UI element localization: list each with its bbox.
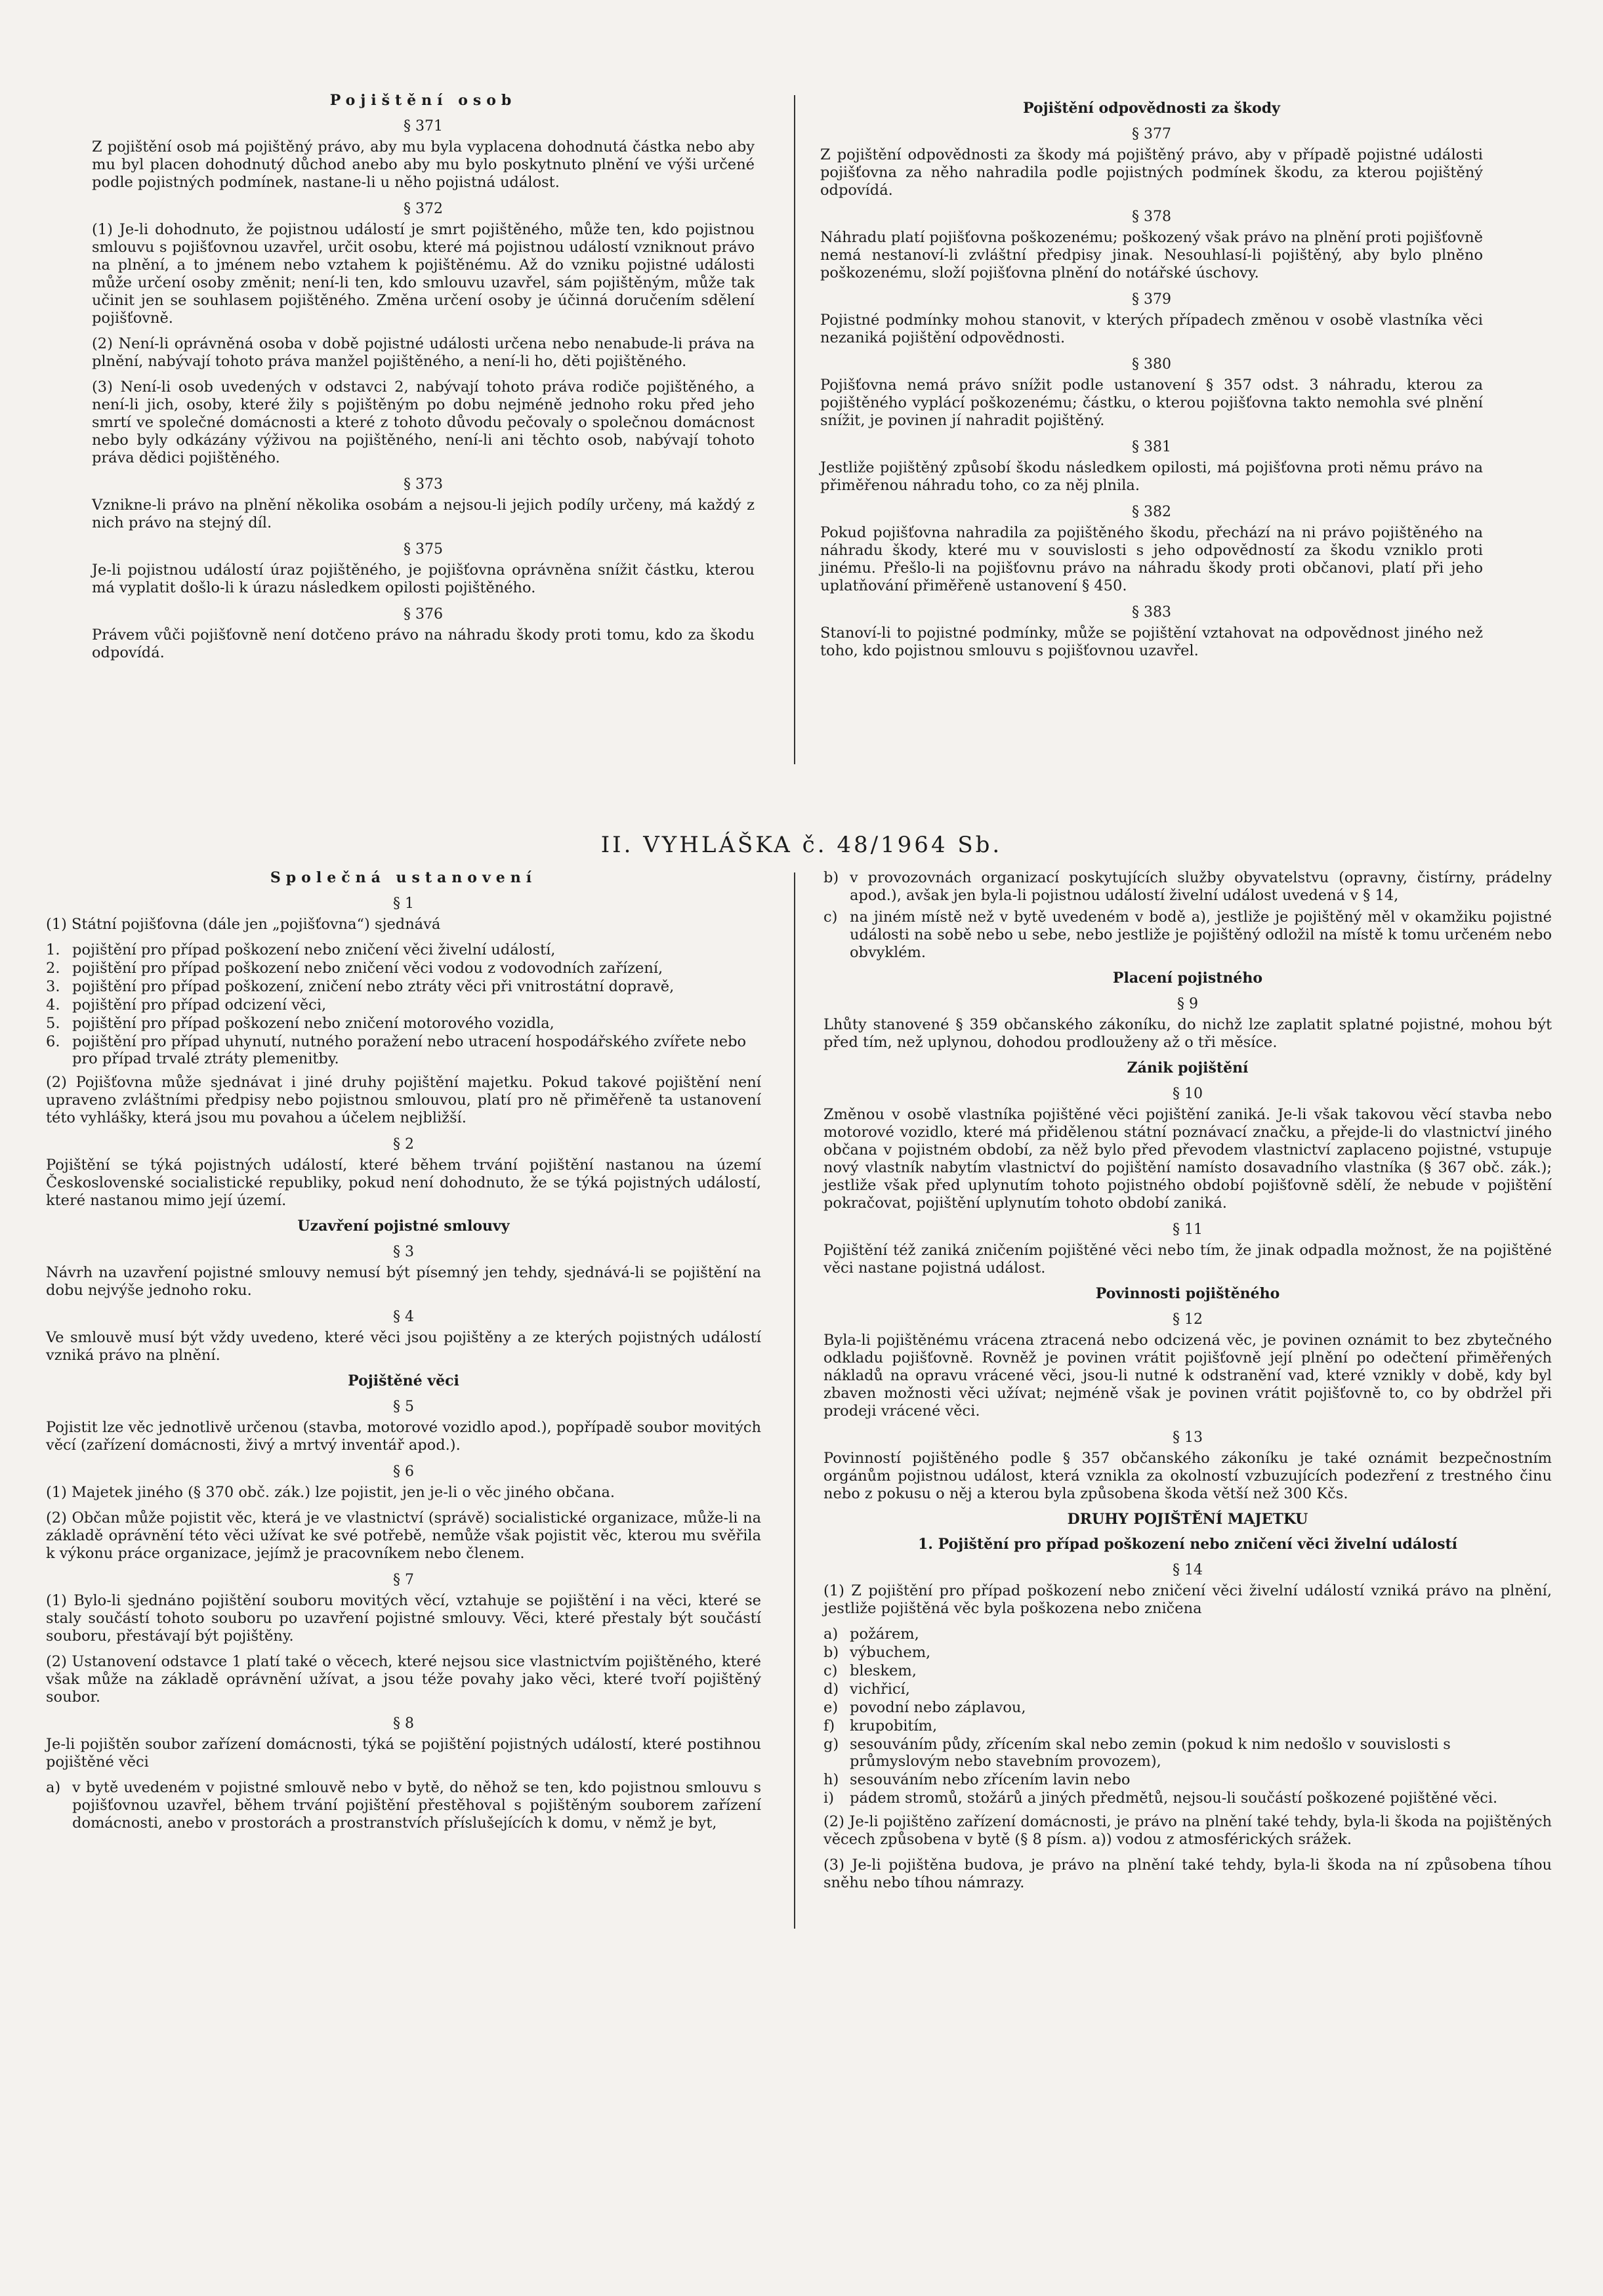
item-letter: c): [823, 909, 838, 926]
paragraph: Z pojištění osob má pojištěný právo, aby mu byla vyplacena dohodnutá částka nebo aby mu byl placen dohodnutý důchod anebo aby mu bylo poskytnuto plnění ve výši určené podle pojistných podmínek, nastane-li u něho pojistná událost.: [92, 138, 755, 191]
item-text: bleskem,: [850, 1662, 917, 1679]
column-divider-bottom: [794, 872, 795, 1929]
heading-common-provisions: Společná ustanovení: [270, 869, 537, 886]
item-number: i): [823, 1790, 834, 1807]
item-number: 3.: [46, 978, 60, 995]
item-text: pojištění pro případ uhynutí, nutného poražení nebo utracení hospodářského zvířete nebo pro případ trvalé ztráty plemenitby.: [72, 1033, 747, 1067]
section-mark: § 10: [1173, 1086, 1203, 1102]
item-number: b): [823, 1644, 839, 1661]
section-mark: § 9: [1177, 996, 1198, 1012]
section-mark: § 376: [404, 606, 443, 623]
section-title: Pojištění osob: [329, 92, 517, 109]
paragraph: (1) Majetek jiného (§ 370 obč. zák.) lze pojistit, jen je-li o věc jiného občana.: [46, 1484, 615, 1501]
paragraph: Pojistné podmínky mohou stanovit, v kterých případech změnou v osobě vlastníka věci nezaniká pojištění odpovědnosti.: [820, 312, 1483, 346]
item-text: povodní nebo záplavou,: [850, 1699, 1026, 1716]
section-person-insurance: [92, 92, 755, 670]
heading-property-insurance-types: DRUHY POJIŠTĚNÍ MAJETKU: [1067, 1511, 1308, 1528]
section-mark: § 3: [393, 1244, 414, 1260]
list-item: [823, 1626, 1552, 1643]
paragraph: Náhradu platí pojišťovna poškozenému; poškozený však právo na plnění proti pojišťovně nemá nestanoví-li zvláštní předpisy jinak. Nesouhlasí-li pojištěný, aby bylo plněno poškozenému, složí pojišťovna plnění do notářské úschovy.: [820, 229, 1483, 281]
section-mark: § 380: [1132, 356, 1171, 373]
section-mark: § 8: [393, 1715, 414, 1732]
list-item: [46, 978, 761, 995]
section-liability-insurance: [820, 92, 1483, 668]
paragraph: Je-li pojištěn soubor zařízení domácnosti, týká se pojištění pojistných událostí, které postihnou pojištěné věci: [46, 1736, 761, 1771]
decree-column-left: [46, 869, 761, 1836]
paragraph: Lhůty stanovené § 359 občanského zákoníku, do nichž lze zaplatit splatné pojistné, mohou být před tím, než uplynou, dohodou prodlouženy až o tři měsíce.: [823, 1016, 1552, 1051]
paragraph: (2) Občan může pojistit věc, která je ve vlastnictví (správě) socialistické organizace, může-li na základě oprávnění této věci užívat ke své potřebě, nemůže však pojistit věc, kterou mu svěřila k výkonu práce organizace, jejímž je pracovníkem nebo členem.: [46, 1509, 761, 1562]
item-text: sesouváním nebo zřícením lavin nebo: [850, 1771, 1131, 1788]
paragraph: Stanoví-li to pojistné podmínky, může se pojištění vztahovat na odpovědnost jiného než toho, kdo pojistnou smlouvu s pojišťovnou uzavřel.: [820, 625, 1483, 659]
section-mark: § 378: [1132, 209, 1171, 225]
item-number: f): [823, 1717, 835, 1734]
section-mark: § 382: [1132, 504, 1171, 520]
paragraph: Povinností pojištěného podle § 357 občanského zákoníku je také oznámit bezpečnostním orgánům pojistnou událost, která vznikla za okolností vzbuzujících podezření z trestného činu nebo z pokusu o něj a kterou byla způsobena škoda větší než 300 Kčs.: [823, 1450, 1552, 1502]
section-mark: § 11: [1173, 1221, 1203, 1238]
paragraph: Návrh na uzavření pojistné smlouvy nemusí být písemný jen tehdy, sjednává-li se pojištění na dobu nejvýše jednoho roku.: [46, 1264, 761, 1299]
item-text: požárem,: [850, 1626, 919, 1643]
list-item: [823, 1681, 1552, 1698]
item-text: pojištění pro případ poškození nebo zničení věci živelní událostí,: [72, 941, 556, 958]
item-text: v provozovnách organizací poskytujících služby obyvatelstvu (opravny, čistírny, prádelny apod.), avšak jen byla-li pojistnou událostí živelní událost uvedená v § 14,: [850, 869, 1552, 904]
item-number: g): [823, 1736, 839, 1753]
paragraph: Pojištění též zaniká zničením pojištěné věci nebo tím, že jinak odpadla možnost, že na pojištěné věci nastane pojistná událost.: [823, 1242, 1552, 1277]
item-number: d): [823, 1681, 839, 1698]
insurance-types-list: [46, 941, 761, 1067]
list-item: [46, 996, 761, 1014]
section-title: Pojištění odpovědnosti za škody: [1023, 100, 1280, 117]
decree-title: II. VYHLÁŠKA č. 48/1964 Sb.: [600, 832, 1003, 858]
section-mark: § 372: [404, 201, 443, 217]
list-item: [46, 1779, 761, 1832]
item-number: c): [823, 1662, 838, 1679]
paragraph: Právem vůči pojišťovně není dotčeno právo na náhradu škody proti tomu, kdo za škodu odpovídá.: [92, 626, 755, 661]
paragraph: Změnou v osobě vlastníka pojištěné věci pojištění zaniká. Je-li však takovou věcí stavba nebo motorové vozidlo, které má přidělenou státní poznávací značku, a přejde-li do vlastnictví jiného občana v pojistném období, za něž bylo před převodem vlastnictví zaplaceno pojistné, vstupuje nový vlastník nabytím vlastnictví do pojištění namísto dosavadního vlastníka (§ 367 obč. zák.); jestliže však před uplynutím tohoto pojistného období pojišťovně sdělí, že nebude v pojištění pokračovat, pojištění uplynutím tohoto období zaniká.: [823, 1106, 1552, 1212]
section-mark: § 4: [393, 1309, 414, 1325]
list-item: [823, 909, 1552, 962]
list-item: [823, 1771, 1552, 1788]
list-item: [823, 1662, 1552, 1679]
paragraph: (1) Státní pojišťovna (dále jen „pojišťovna“) sjednává: [46, 916, 441, 933]
paragraph: Pojištění se týká pojistných událostí, které během trvání pojištění nastanou na území Československé socialistické republiky, pokud není dohodnuto, že se týká pojistných událostí, které nastanou mimo její území.: [46, 1157, 761, 1209]
item-number: 2.: [46, 960, 60, 977]
section-mark: § 12: [1173, 1311, 1203, 1328]
item-text: výbuchem,: [850, 1644, 931, 1661]
paragraph: Pokud pojišťovna nahradila za pojištěného škodu, přechází na ni právo pojištěného na náhradu škody, které mu v souvislosti s jeho odpovědností za škodu vzniklo proti jinému. Přešlo-li na pojišťovnu právo na náhradu škody proti občanovi, platí při jeho uplatňování přiměřeně ustanovení § 450.: [820, 524, 1483, 594]
item-text: pojištění pro případ odcizení věci,: [72, 996, 327, 1014]
paragraph: (2) Není-li oprávněná osoba v době pojistné události určena nebo nenabude-li práva na plnění, nabývají tohoto práva manžel pojištěného, a není-li ho, děti pojištěného.: [92, 335, 755, 370]
list-item: [823, 1736, 1552, 1770]
item-text: krupobitím,: [850, 1717, 938, 1734]
item-text: pojištění pro případ poškození nebo zničení motorového vozidla,: [72, 1015, 554, 1032]
paragraph: Je-li pojistnou událostí úraz pojištěného, je pojišťovna oprávněna snížit částku, kterou má vyplatit došlo-li k úrazu následkem opilosti pojištěného.: [92, 562, 755, 596]
section-mark: § 377: [1132, 126, 1171, 142]
paragraph: (1) Je-li dohodnuto, že pojistnou událostí je smrt pojištěného, může ten, kdo pojistnou smlouvu s pojišťovnou uzavřel, určit osobu, které má pojistnou událostí vzniknout právo na plnění, a to jménem nebo vztahem k pojištěnému. Až do vzniku pojistné události může určení osoby změnit; není-li ten, kdo smlouvu uzavřel, sám pojištěným, může tak učinit jen se souhlasem pojištěného. Změna určení osoby je účinná doručením sdělení pojišťovně.: [92, 221, 755, 327]
item-text: vichřicí,: [850, 1681, 910, 1698]
item-number: 5.: [46, 1015, 60, 1032]
section-mark: § 379: [1132, 291, 1171, 308]
paragraph: (3) Není-li osob uvedených v odstavci 2, nabývají tohoto práva rodiče pojištěného, a není-li jich, osoby, které žily s pojištěným po dobu nejméně jednoho roku před jeho smrtí ve společné domácnosti a které z tohoto důvodu pečovaly o společnou domácnost nebo byly odkázány výživou na pojištěného, není-li ani těchto osob, nabývají tohoto práva dědici pojištěného.: [92, 379, 755, 466]
section-mark: § 383: [1132, 604, 1171, 621]
item-number: 6.: [46, 1033, 60, 1050]
hazard-list: [823, 1626, 1552, 1807]
section-mark: § 5: [393, 1399, 414, 1415]
section-mark: § 6: [393, 1464, 414, 1480]
section-mark: § 1: [393, 895, 414, 912]
item-number: 4.: [46, 996, 60, 1014]
paragraph: (1) Z pojištění pro případ poškození nebo zničení věci živelní událostí vzniká právo na plnění, jestliže pojištěná věc byla poškozena nebo zničena: [823, 1582, 1552, 1617]
item-text: v bytě uvedeném v pojistné smlouvě nebo v bytě, do něhož se ten, kdo pojistnou smlouvu s pojišťovnou uzavřel, během trvání pojištění přestěhoval s pojištěným souborem zařízení domácnosti, anebo v prostorách a prostranstvích příslušejících k domu, v němž je byt,: [72, 1779, 761, 1832]
section-mark: § 373: [404, 476, 443, 493]
heading-termination: Zánik pojištění: [1127, 1059, 1249, 1076]
paragraph: Byla-li pojištěnému vrácena ztracená nebo odcizená věc, je povinen oznámit to bez zbytečného odkladu pojišťovně. Rovněž je povinen vrátit pojišťovně její plnění po odečtení přiměřených nákladů na opravu vrácené věci, jsou-li nutné k odstranění vad, které vznikly v době, kdy byl zbaven možnosti věci užívat; nejméně však je povinen vrátit pojišťovně to, co by obdržel při prodeji vrácené věci.: [823, 1332, 1552, 1420]
section-mark: § 375: [404, 541, 443, 558]
list-item: [823, 869, 1552, 905]
column-divider-top: [794, 95, 795, 764]
paragraph: (2) Ustanovení odstavce 1 platí také o věcech, které nejsou sice vlastnictvím pojištěného, které však může na základě oprávnění užívat, a jsou téže povahy jako věci, které tvoří pojištěný soubor.: [46, 1653, 761, 1706]
paragraph: (2) Je-li pojištěno zařízení domácnosti, je právo na plnění také tehdy, byla-li škoda na pojištěných věcech způsobena v bytě (§ 8 písm. a)) vodou z atmosférických srážek.: [823, 1813, 1552, 1848]
section-mark: § 381: [1132, 439, 1171, 455]
paragraph: (3) Je-li pojištěna budova, je právo na plnění také tehdy, byla-li škoda na ní způsobena tíhou sněhu nebo tíhou námrazy.: [823, 1856, 1552, 1891]
section-mark: § 14: [1173, 1562, 1203, 1578]
heading-premium-payment: Placení pojistného: [1112, 970, 1263, 987]
item-number: a): [823, 1626, 839, 1643]
paragraph: (1) Bylo-li sjednáno pojištění souboru movitých věcí, vztahuje se pojištění i na věci, které se staly součástí tohoto souboru po uzavření pojistné smlouvy. Věci, které přestaly být součástí souboru, přestávají být pojištěny.: [46, 1592, 761, 1645]
section-mark: § 2: [393, 1136, 414, 1153]
list-item: [823, 1699, 1552, 1716]
list-item: [823, 1644, 1552, 1661]
heading-natural-disaster-insurance: 1. Pojištění pro případ poškození nebo zničení věci živelní událostí: [917, 1536, 1458, 1553]
heading-insured-duties: Povinnosti pojištěného: [1095, 1285, 1280, 1302]
list-item: [46, 1015, 761, 1032]
item-text: pojištění pro případ poškození, zničení nebo ztráty věci při vnitrostátní dopravě,: [72, 978, 675, 995]
list-item: [823, 1790, 1552, 1807]
paragraph: Jestliže pojištěný způsobí škodu následkem opilosti, má pojišťovna proti němu právo na přiměřenou náhradu toho, co za něj plnila.: [820, 459, 1483, 494]
item-number: h): [823, 1771, 839, 1788]
section-mark: § 7: [393, 1572, 414, 1588]
paragraph: Vznikne-li právo na plnění několika osobám a nejsou-li jejich podíly určeny, má každý z nich právo na stejný díl.: [92, 497, 755, 531]
item-letter: a): [46, 1779, 61, 1796]
item-text: pádem stromů, stožárů a jiných předmětů, nejsou-li součástí poškozené pojištěné věci.: [850, 1790, 1498, 1807]
paragraph: Pojistit lze věc jednotlivě určenou (stavba, motorové vozidlo apod.), popřípadě soubor movitých věcí (zařízení domácnosti, živý a mrtvý inventář apod.).: [46, 1419, 761, 1454]
list-item: [823, 1717, 1552, 1734]
item-text: na jiném místě než v bytě uvedeném v bodě a), jestliže je pojištěný měl v okamžiku pojistné události na sobě nebo u sebe, nebo jestliže je pojištěný odložil na místě k tomu určeném nebo obvyklém.: [850, 909, 1552, 961]
heading-contract: Uzavření pojistné smlouvy: [297, 1218, 510, 1235]
paragraph: Ve smlouvě musí být vždy uvedeno, které věci jsou pojištěny a ze kterých pojistných událostí vzniká právo na plnění.: [46, 1329, 761, 1364]
list-item: [46, 941, 761, 958]
heading-insured-things: Pojištěné věci: [348, 1372, 459, 1389]
item-text: sesouváním půdy, zřícením skal nebo zemin (pokud k nim nedošlo v souvislosti s průmyslovým nebo stavebním provozem),: [850, 1736, 1451, 1770]
item-text: pojištění pro případ poškození nebo zničení věci vodou z vodovodních zařízení,: [72, 960, 663, 977]
section-mark: § 371: [404, 118, 443, 134]
item-number: e): [823, 1699, 839, 1716]
list-item: [46, 960, 761, 977]
paragraph: (2) Pojišťovna může sjednávat i jiné druhy pojištění majetku. Pokud takové pojištění není upraveno zvláštními předpisy nebo pojistnou smlouvou, platí pro ně přiměřeně ta ustanovení této vyhlášky, která jsou mu povahou a účelem nejbližší.: [46, 1074, 761, 1126]
paragraph: Pojišťovna nemá právo snížit podle ustanovení § 357 odst. 3 náhradu, kterou za pojištěného vyplácí poškozenému; částku, o kterou pojišťovna takto nemohla své plnění snížit, je povinen jí nahradit pojištěný.: [820, 377, 1483, 429]
item-letter: b): [823, 869, 839, 886]
decree-column-right: [823, 869, 1552, 1900]
item-number: 1.: [46, 941, 60, 958]
section-mark: § 13: [1173, 1429, 1203, 1446]
list-item: [46, 1033, 761, 1067]
paragraph: Z pojištění odpovědnosti za škody má pojištěný právo, aby v případě pojistné události pojišťovna za něho nahradila podle pojistných podmínek škodu, za kterou pojištěný odpovídá.: [820, 146, 1483, 199]
